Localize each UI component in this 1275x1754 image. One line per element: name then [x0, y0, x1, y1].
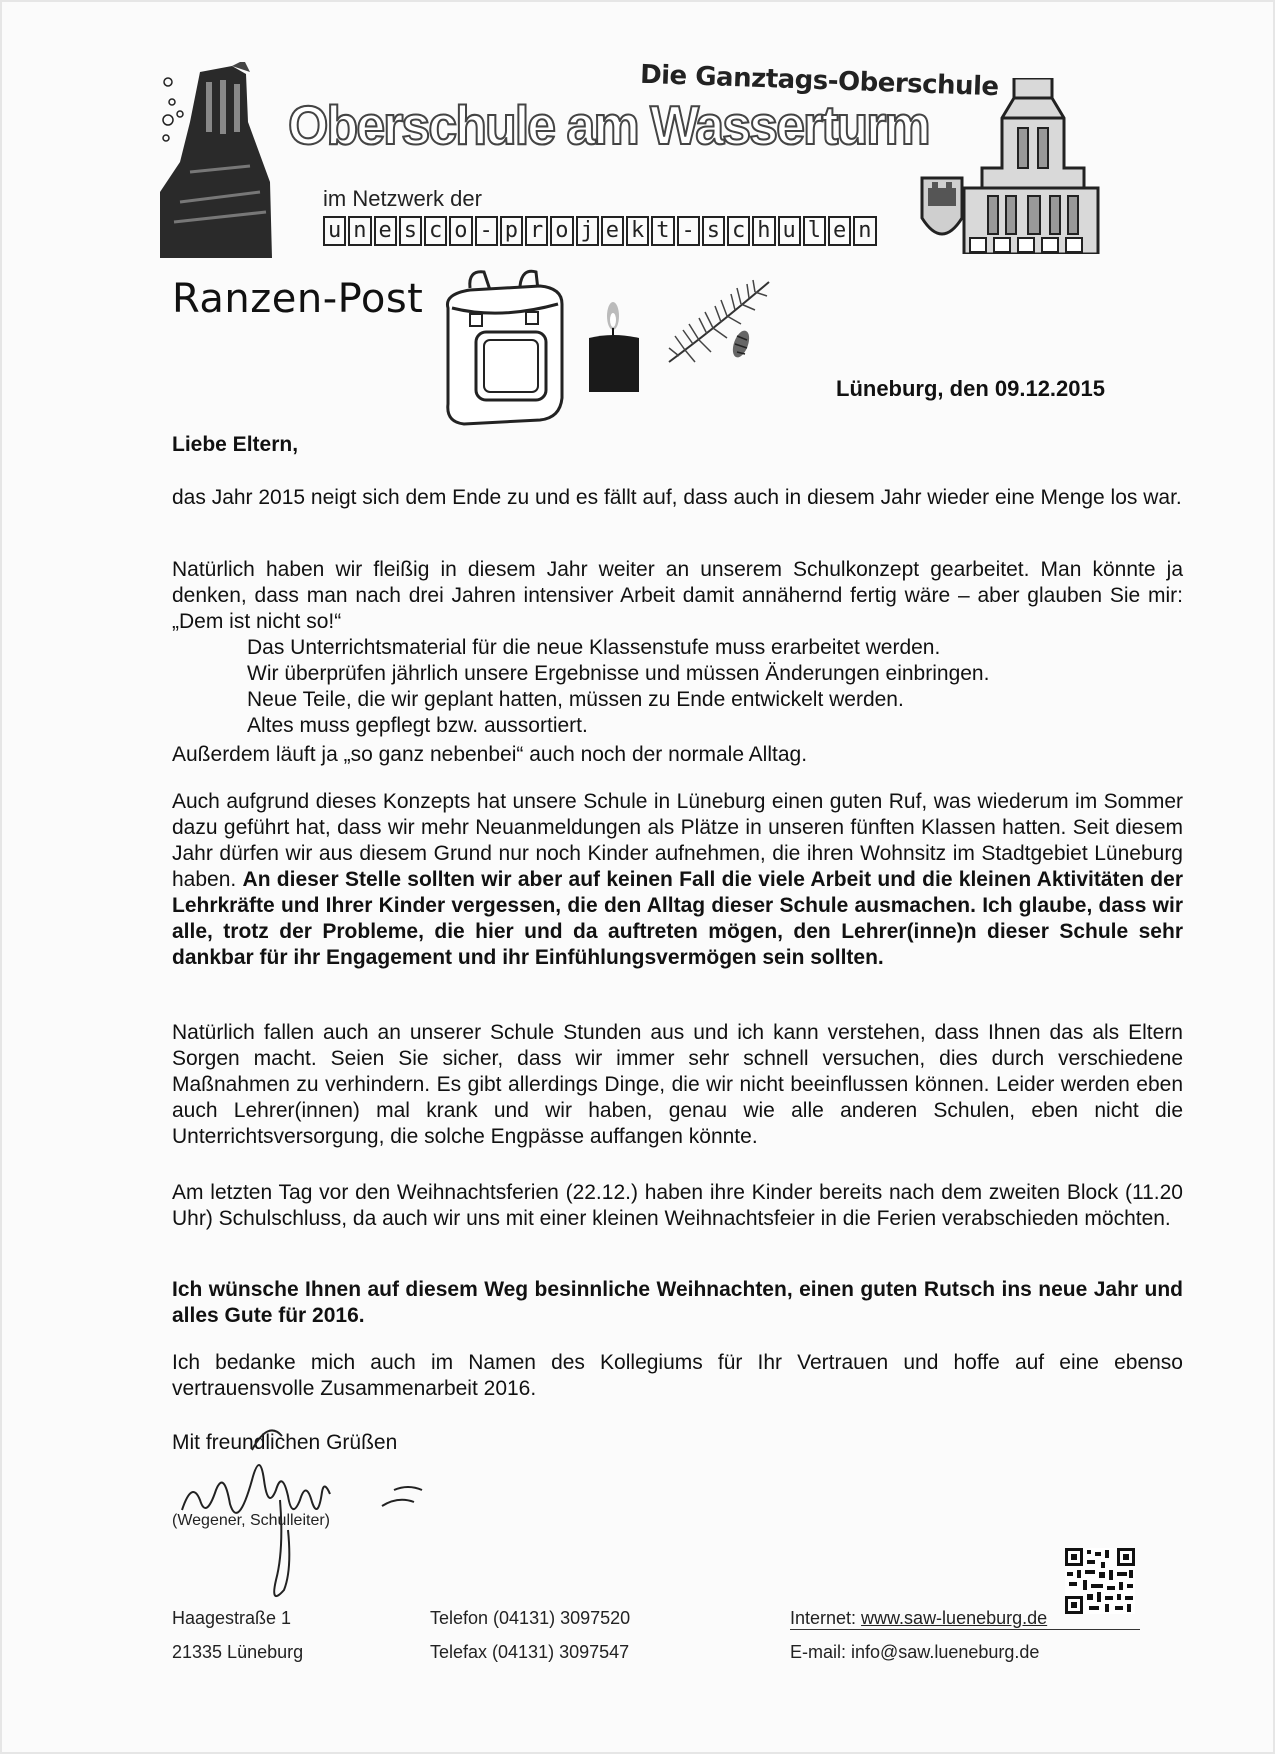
newsletter-title: Ranzen-Post	[172, 276, 424, 322]
unesco-letter-box: s	[399, 216, 422, 246]
school-bag-icon	[440, 268, 570, 428]
paragraph-1: das Jahr 2015 neigt sich dem Ende zu und es fällt auf, dass auch in diesem Jahr wieder eine Menge los war.	[172, 486, 1182, 509]
list-item: Neue Teile, die wir geplant hatten, müssen zu Ende entwickelt werden.	[247, 688, 904, 711]
town-hall-image	[902, 78, 1102, 254]
list-item: Das Unterrichtsmaterial für die neue Klassenstufe muss erarbeitet werden.	[247, 636, 941, 659]
unesco-letter-box: u	[323, 216, 346, 246]
unesco-letter-box: e	[374, 216, 397, 246]
after-list-text: Außerdem läuft ja „so ganz nebenbei“ auch noch der normale Alltag.	[172, 743, 808, 766]
internet-label: Internet:	[790, 1608, 862, 1628]
list-item: Wir überprüfen jährlich unsere Ergebnisse und müssen Änderungen einbringen.	[247, 662, 990, 685]
unesco-letter-box: -	[475, 216, 498, 246]
paragraph-4: Natürlich fallen auch an unserer Schule Stunden aus und ich kann verstehen, dass Ihnen das als Eltern Sorgen macht. Seien Sie sicher, dass wir immer sehr schnell versuchen, dies durch verschiedene Maßnahmen zu verhindern. Es gibt allerdings Dinge, die wir nicht beeinflussen können. Leider werden eben auch Lehrer(innen) mal krank und wir haben, genau wie alle anderen Schulen, eben nicht die Unterrichtsversorgung, die solche Engpässe auffangen könnte.	[172, 1021, 1183, 1148]
unesco-letter-box: u	[778, 216, 801, 246]
paragraph-6: Ich wünsche Ihnen auf diesem Weg besinnliche Weihnachten, einen guten Rutsch ins neue Jahr und alles Gute für 2016.	[172, 1278, 1183, 1327]
greeting: Liebe Eltern,	[172, 433, 299, 456]
unesco-letter-box: e	[601, 216, 624, 246]
unesco-letter-box: t	[651, 216, 674, 246]
signature-image	[172, 1410, 452, 1610]
unesco-letter-box: c	[727, 216, 750, 246]
letter-date: Lüneburg, den 09.12.2015	[836, 376, 1105, 401]
unesco-letter-box: s	[702, 216, 725, 246]
tagline: Die Ganztags-Oberschule	[639, 59, 1000, 103]
paragraph-7: Ich bedanke mich auch im Namen des Kollegiums für Ihr Vertrauen und hoffe auf eine ebenso vertrauensvolle Zusammenarbeit 2016.	[172, 1351, 1183, 1400]
paragraph-3-normal: Auch aufgrund dieses Konzepts hat unsere Schule in Lüneburg einen guten Ruf, was wiederum im Sommer dazu geführt hat, dass wir mehr Neuanmeldungen als Plätze in unseren fünften Klassen hatten. Seit diesem Jahr dürfen wir aus diesem Grund nur noch Kinder aufnehmen, die ihren Wohnsitz im Stadtgebiet Lüneburg haben.	[172, 790, 1183, 891]
unesco-letter-box: e	[828, 216, 851, 246]
footer-phone: Telefon (04131) 3097520	[430, 1608, 631, 1628]
water-tower-image	[160, 62, 290, 258]
paragraph-3	[172, 789, 1183, 971]
candle-icon	[585, 298, 643, 398]
unesco-letter-box: p	[500, 216, 523, 246]
footer-fax: Telefax (04131) 3097547	[430, 1642, 630, 1662]
footer-internet	[790, 1607, 1047, 1629]
unesco-letter-box: -	[677, 216, 700, 246]
fir-branch-icon	[665, 278, 773, 378]
qr-code	[1065, 1548, 1135, 1614]
footer-email: E-mail: info@saw.lueneburg.de	[790, 1642, 1040, 1662]
unesco-letter-box: l	[803, 216, 826, 246]
unesco-letter-box: n	[853, 216, 876, 246]
task-list	[247, 635, 989, 739]
unesco-letter-box: c	[424, 216, 447, 246]
paragraph-3-bold: An dieser Stelle sollten wir aber auf keinen Fall die viele Arbeit und die kleinen Aktivitäten der Lehrkräfte und Ihrer Kinder vergessen, die den Alltag dieser Schule ausmachen. Ich glaube, dass wir alle, trotz der Probleme, die hier und da auftreten mögen, den Lehrer(inne)n dieser Schule sehr dankbar für ihr Engagement und ihr Einfühlungsvermögen sein sollten.	[172, 868, 1183, 969]
unesco-letter-box: r	[525, 216, 548, 246]
website-link[interactable]: www.saw-lueneburg.de	[861, 1608, 1048, 1628]
unesco-letter-box: n	[348, 216, 371, 246]
footer-city: 21335 Lüneburg	[172, 1642, 304, 1662]
unesco-letter-box: h	[752, 216, 775, 246]
unesco-letter-box: o	[550, 216, 573, 246]
unesco-logo	[323, 216, 877, 246]
footer-street: Haagestraße 1	[172, 1608, 292, 1628]
unesco-letter-box: k	[626, 216, 649, 246]
paragraph-2: Natürlich haben wir fleißig in diesem Jahr weiter an unserem Schulkonzept gearbeitet. Man könnte ja denken, dass man nach drei Jahren intensiver Arbeit damit annähernd fertig wäre – aber glauben Sie mir: „Dem ist nicht so!“	[172, 558, 1183, 633]
unesco-letter-box: j	[576, 216, 599, 246]
footer-rule	[790, 1629, 1140, 1630]
unesco-letter-box: o	[449, 216, 472, 246]
closing: Mit freundlichen Grüßen	[172, 1431, 398, 1454]
paragraph-5: Am letzten Tag vor den Weihnachtsferien (22.12.) haben ihre Kinder bereits nach dem zweiten Block (11.20 Uhr) Schulschluss, da auch wir uns mit einer kleinen Weihnachtsfeier in die Ferien verabschieden möchten.	[172, 1181, 1183, 1230]
signer-name: (Wegener, Schulleiter)	[172, 1512, 330, 1529]
school-name-logo: Oberschule am Wasserturm	[288, 95, 929, 157]
network-text: im Netzwerk der	[323, 186, 482, 211]
list-item: Altes muss gepflegt bzw. aussortiert.	[247, 714, 588, 737]
